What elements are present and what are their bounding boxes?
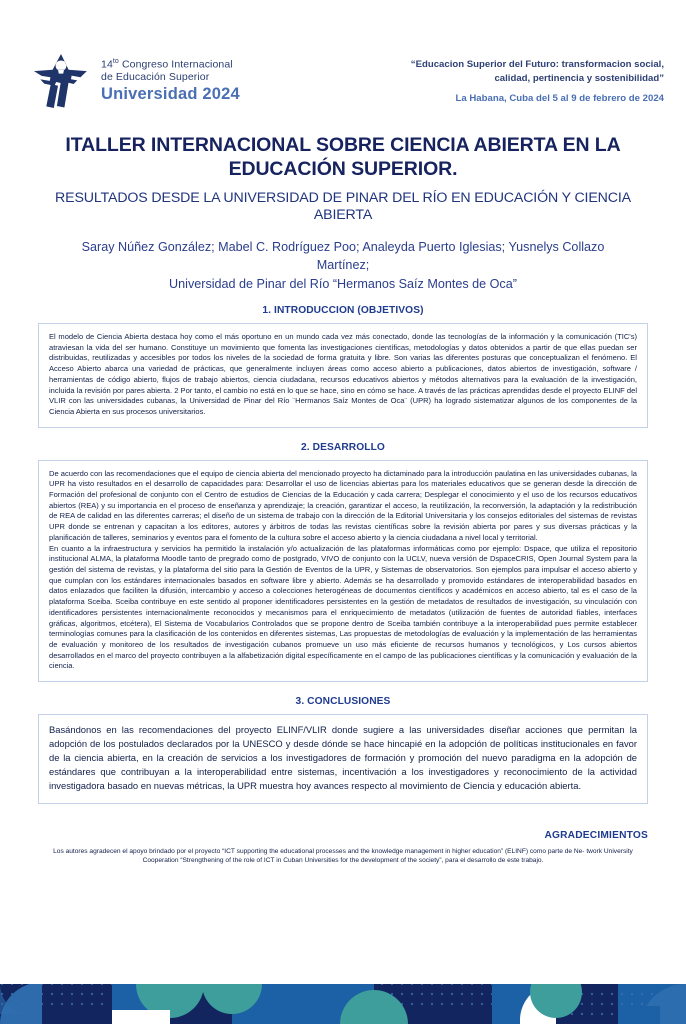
section-paragraph: El modelo de Ciencia Abierta destaca hoy como el más oportuno en un mundo cada vez más conectado, donde las tecnologías de la información y la comunicación (TIC's) atraviesan la vida del ser humano. Constituye un movimiento que fomenta las investigaciones científicas, metodologías y datos obtenidos a partir de que ellas puedan ser distribuidas, reutilizadas y accesibles por todos los niveles de la sociedad de forma gratuita y libre. Son varias las diferentes posturas que conceptualizan el fenómeno. El Acceso Abierto abarca una variedad de prácticas, que generalmente incluyen áreas como acceso abierto a publicaciones, datos abiertos de investigación, software / herramientas de código abierto, flujos de trabajo abiertos, ciencia ciudadana, recursos educativos abiertos y métodos alternativos para la evaluación de la investigación, incluida la revisión por pares abierta. 2 Por tanto, el cambio no está en lo que se hace, sino en cómo se hace. A través de las prácticas aprendidas desde el proyecto ELINF del VLIR con las universidades cubanas, la Universidad de Pinar del Río ¨Hermanos Saíz Montes de Oca¨ (UPR) ha logrado sistematizar algunos de los componentes de la Ciencia Abierta en sus procesos universitarios. (49, 332, 637, 416)
brand-line-2: de Educación Superior (101, 70, 210, 83)
acknowledgements-text: Los autores agradecen el apoyo brindado por el proyecto “ICT supporting the educational processes and the knowledge management in higher education” (ELINF) como parte de Ne- twork University Cooperation “Strengthening of the role of ICT in Cuban Universities for the development of the society”, para el desarrollo de este trabajo. (53, 847, 633, 865)
section-body-box (38, 714, 648, 804)
section-paragraph: Basándonos en las recomendaciones del proyecto ELINF/VLIR donde sugiere a las universidades diseñar acciones que permitan la adopción de los postulados declarados por la UNESCO y desde dónde se hace hincapié en la adopción de políticas institucionales en favor de la ciencia abierta, en la creación de servicios a los investigadores de formación y promoción del nuevo paradigma en la adopción de estándares que contribuyan a la interoperabilidad entre sistemas, incentivación a los investigadores y reconocimiento de la actividad investigadora basado en nuevas métricas, la UPR muestra hoy avances respecto al movimiento de Ciencia y educación abierta. (49, 724, 637, 792)
section-body-box (38, 460, 648, 682)
congress-slogan: “Educacion Superior del Futuro: transformacion social, calidad, pertinencia y sostenibilidad” (410, 59, 664, 84)
congress-venue: La Habana, Cuba del 5 al 9 de febrero de 2024 (455, 92, 664, 104)
author-list: Saray Núñez González; Mabel C. Rodríguez Poo; Analeyda Puerto Iglesias; Yusnelys Collazo Martínez; (81, 239, 605, 273)
section-body-box (38, 323, 648, 428)
brand-edition-ordinal: to (112, 58, 119, 66)
acknowledgements-block (0, 804, 686, 867)
page-subtitle: RESULTADOS DESDE LA UNIVERSIDAD DE PINAR DEL RÍO EN EDUCACIÓN Y CIENCIA ABIERTA (55, 189, 631, 224)
brand-line-1 (101, 58, 240, 71)
page-title: ITALLER INTERNACIONAL SOBRE CIENCIA ABIERTA EN LA EDUCACIÓN SUPERIOR. (65, 134, 621, 180)
acknowledgements-heading: AGRADECIMIENTOS (544, 829, 648, 841)
section-heading: 2. DESARROLLO (301, 441, 385, 453)
section-desarrollo (38, 442, 648, 682)
section-paragraph: En cuanto a la infraestructura y servicios ha permitido la instalación y/o actualización de las plataformas informáticas como por ejemplo: Dspace, que utiliza el repositorio institucional ALMA, la plataforma Moodle tanto de pregrado como de postgrado, VIVO de conjunto con la UCLV, nueva versión de DspaceCRIS, Open Journal System para la gestión del sistema de revistas, y la plataforma del sitio para la Gestión de Eventos de la UPR, y Sistemas de observatorios. Son ejemplos para impulsar el acceso abierto y que cumplan con los estándares internacionales basados en software libre y abierto. Además se ha desarrollado y promovido estándares de interoperabilidad basados en datos enlazados que faciliten la difusión, intercambio y acceso a colecciones heterogéneas de documentos científicos y académicos en acceso abierto, tal es el caso de la plataforma Sceiba. Sceiba contribuye en este sentido al proponer identificadores persistentes en la gestión de metadatos de resultados de investigación, su vinculación con identificadores persistentes internacionalmente reconocidos y mecanismos para el enriquecimiento de metadatos (utilización de fuentes de autoridad fiables, interfaces gráficas, algoritmos, etcétera), El Sistema de Vocabularios Controlados que se propone dentro de Sceiba también contribuye a la interoperabilidad pues permite establecer terminologías comunes para la clasificación de los contenidos en diferentes sistemas, Las propuestas de metodologías de evaluación y la implementación de las herramientas de evaluación y monitoreo de los resultados de investigación cubanos promueve un uso más eficiente de recursos humanos y tecnológicos, y Los cursos abiertos desarrollados en el marco del proyecto contribuyen a la alfabetización digital específicamente en el campo de las publicaciones científicas y la comunicación y evaluación de la ciencia. (49, 543, 637, 671)
brand-text-block (101, 58, 240, 103)
section-conclusiones (38, 696, 648, 804)
author-affiliation: Universidad de Pinar del Río “Hermanos Saíz Montes de Oca” (169, 277, 517, 292)
brand-edition-number: 14 (101, 58, 113, 71)
section-paragraph: De acuerdo con las recomendaciones que el equipo de ciencia abierta del mencionado proyecto ha dictaminado para la introducción paulatina en las universidades cubanas, la UPR ha visto resultados en el desarrollo de capacidades para: Desarrollar el uso de licencias abiertas para los materiales educativos que se generan desde la dirección de Formación del profesional de conjunto con el Centro de estudios de Ciencias de la Educación y cada carrera; Desplegar el conocimiento y el uso de los recursos educativos abiertos (REA) y su importancia en el proceso de enseñanza y aprendizaje; la creación, garantizar el acceso, la reutilización, la reconversión, la adaptación y la redistribución de REA de calidad en las diferentes carreras; el diseño de un sistema de trabajo con la dirección de la Editorial Universitaria y los consejos editoriales del sistemas de revistas UPR donde se entrenan y capacitan a los editores, autores y árbitros de todas las revistas científicas sobre la revisión abierta por pares y sus diversas prácticas y la planificación de talleres, seminarios y eventos para el fomento de la cultura sobre el acceso abierto y la ciencia ciudadana a nivel local y territorial. (49, 468, 637, 542)
poster-header (0, 0, 686, 128)
header-right-block (374, 52, 664, 104)
section-introduccion (38, 305, 648, 428)
title-block (0, 128, 686, 225)
star-logo-icon (30, 52, 92, 110)
brand-edition-rest: Congreso Internacional (118, 58, 233, 71)
congress-branding (30, 52, 240, 110)
section-heading: 1. INTRODUCCION (OBJETIVOS) (262, 305, 424, 317)
brand-year: Universidad 2024 (101, 85, 240, 104)
poster-content (0, 305, 686, 804)
section-heading: 3. CONCLUSIONES (295, 696, 391, 708)
footer-decorative-pattern (0, 962, 686, 1024)
